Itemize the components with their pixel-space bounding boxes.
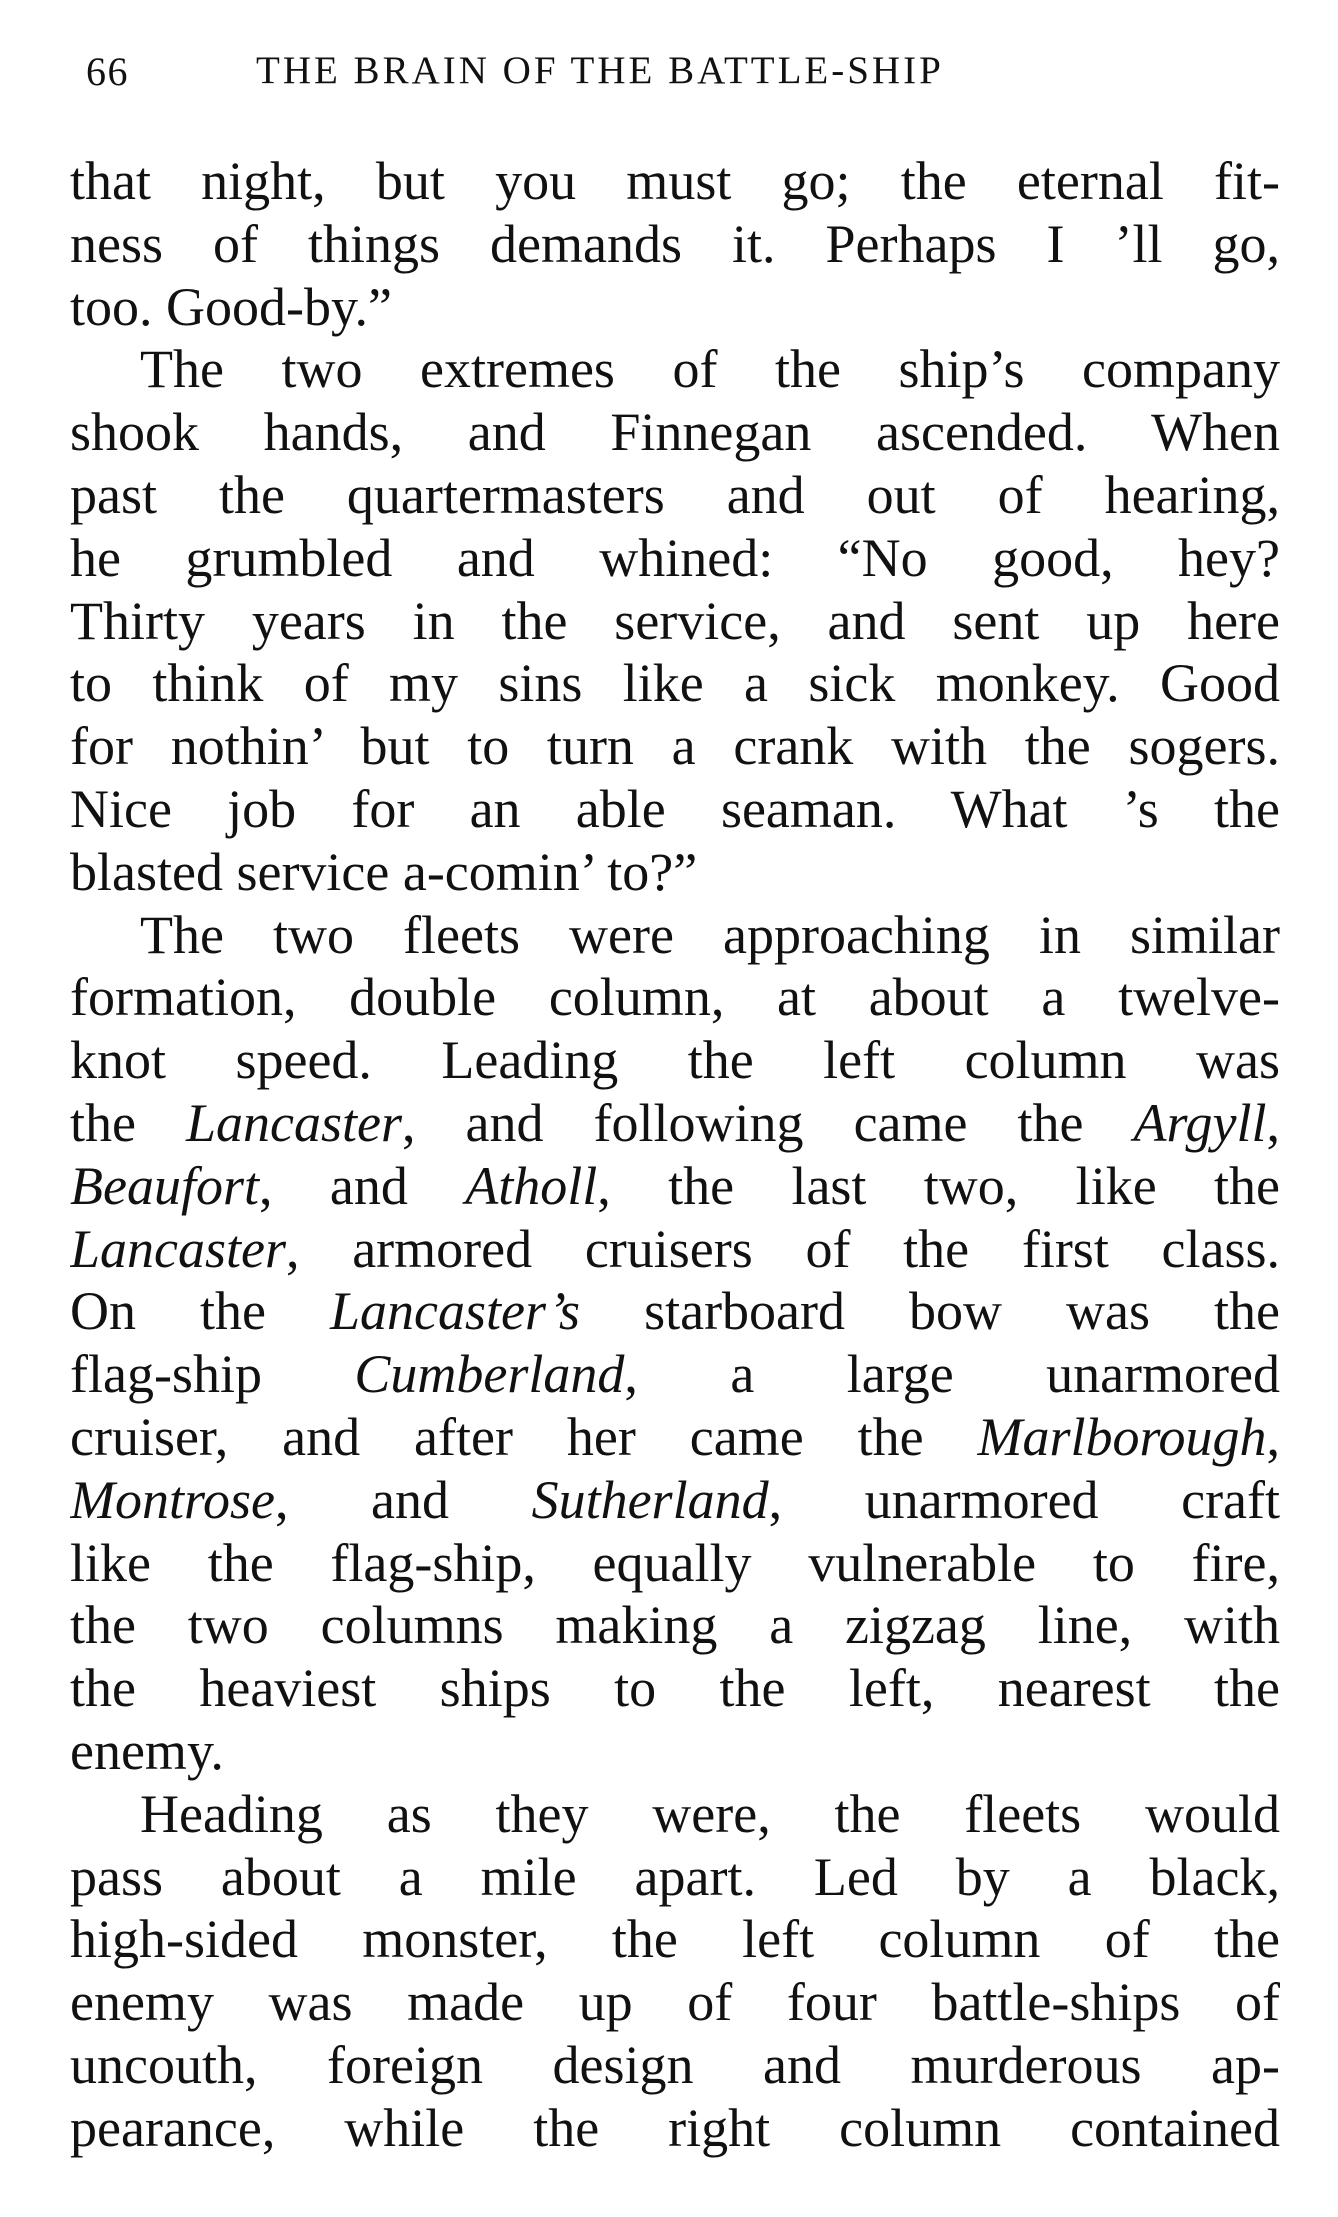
text-line [70, 276, 1280, 339]
ship-name: Marlborough [977, 1406, 1267, 1467]
text-segment: like the flag-ship, equally vulnerable to fire, [70, 1532, 1280, 1593]
text-segment: , the last two, like the [597, 1155, 1280, 1216]
text-line [70, 1783, 1280, 1846]
ship-name: Lancaster [70, 1218, 286, 1279]
text-segment: pearance, while the right column contained [70, 2097, 1280, 2158]
text-line [70, 1908, 1280, 1971]
text-line [70, 401, 1280, 464]
text-line [70, 2034, 1280, 2097]
text-segment: Heading as they were, the fleets would [140, 1783, 1280, 1844]
ship-name: Beaufort [70, 1155, 259, 1216]
ship-name: Montrose [70, 1469, 275, 1530]
text-line [70, 2097, 1280, 2160]
text-line [70, 1720, 1280, 1783]
text-segment: , and [258, 1155, 466, 1216]
text-segment: blasted service a-comin’ to?” [70, 841, 698, 902]
text-segment: cruiser, and after her came the [70, 1406, 978, 1467]
text-line [70, 1155, 1280, 1218]
text-line [70, 1971, 1280, 2034]
text-segment: for nothin’ but to turn a crank with the sogers. [70, 716, 1280, 777]
text-line [70, 464, 1280, 527]
text-segment: , [1266, 1092, 1280, 1153]
running-title: THE BRAIN OF THE BATTLE-SHIP [256, 49, 944, 92]
text-line [70, 338, 1280, 401]
text-line [70, 904, 1280, 967]
text-line [70, 1657, 1280, 1720]
text-line [70, 715, 1280, 778]
ship-name: Cumberland [354, 1344, 625, 1405]
text-segment: high-sided monster, the left column of the [70, 1909, 1280, 1970]
text-segment: knot speed. Leading the left column was [70, 1030, 1280, 1091]
text-segment: too. Good-by.” [70, 276, 392, 337]
text-segment: ness of things demands it. Perhaps I ’ll go, [70, 213, 1280, 274]
text-segment: uncouth, foreign design and murderous ap- [70, 2034, 1280, 2095]
text-line [70, 841, 1280, 904]
body-text [70, 150, 1280, 2160]
text-line [70, 1343, 1280, 1406]
text-line [70, 966, 1280, 1029]
text-line [70, 1280, 1280, 1343]
text-line [70, 1469, 1280, 1532]
text-segment: The two fleets were approaching in similar [140, 904, 1280, 965]
text-segment: enemy was made up of four battle-ships of [70, 1972, 1280, 2033]
text-segment: flag-ship [70, 1344, 355, 1405]
text-line [70, 590, 1280, 653]
text-line [70, 1532, 1280, 1595]
ship-name: Sutherland [531, 1469, 769, 1530]
ship-name: Atholl [465, 1155, 598, 1216]
text-segment: , unarmored craft [768, 1469, 1280, 1530]
text-segment: he grumbled and whined: “No good, hey? [70, 527, 1280, 588]
text-line [70, 527, 1280, 590]
ship-name: Lancaster’s [330, 1281, 581, 1342]
text-segment: the heaviest ships to the left, nearest the [70, 1658, 1280, 1719]
text-line [70, 778, 1280, 841]
ship-name: Argyll [1133, 1092, 1267, 1153]
text-segment: , armored cruisers of the first class. [286, 1218, 1280, 1279]
text-segment: formation, double column, at about a twelve- [70, 967, 1280, 1028]
text-segment: Nice job for an able seaman. What ’s the [70, 778, 1280, 839]
page-number: 66 [86, 49, 129, 94]
text-segment: On the [70, 1281, 331, 1342]
text-line [70, 1406, 1280, 1469]
text-segment: , and following came the [402, 1092, 1134, 1153]
text-line [70, 1218, 1280, 1281]
text-segment: the two columns making a zigzag line, with [70, 1595, 1280, 1656]
text-segment: shook hands, and Finnegan ascended. When [70, 402, 1280, 463]
text-segment: enemy. [70, 1720, 224, 1781]
text-segment: to think of my sins like a sick monkey. Good [70, 653, 1280, 714]
text-segment: The two extremes of the ship’s company [140, 339, 1280, 400]
text-line [70, 150, 1280, 213]
text-segment: that night, but you must go; the eternal fit- [70, 151, 1280, 211]
text-segment: past the quartermasters and out of hearing, [70, 464, 1280, 525]
text-line [70, 1846, 1280, 1909]
text-segment: pass about a mile apart. Led by a black, [70, 1846, 1280, 1907]
text-line [70, 1029, 1280, 1092]
text-line [70, 1092, 1280, 1155]
text-line [70, 1594, 1280, 1657]
text-segment: Thirty years in the service, and sent up here [70, 590, 1280, 651]
text-segment: , [1266, 1406, 1280, 1467]
running-head [86, 42, 1276, 112]
text-segment: , and [274, 1469, 532, 1530]
text-segment: , a large unarmored [624, 1344, 1280, 1405]
text-segment: the [70, 1092, 187, 1153]
text-line [70, 652, 1280, 715]
ship-name: Lancaster [186, 1092, 403, 1153]
text-segment: starboard bow was the [580, 1281, 1280, 1342]
text-line [70, 213, 1280, 276]
